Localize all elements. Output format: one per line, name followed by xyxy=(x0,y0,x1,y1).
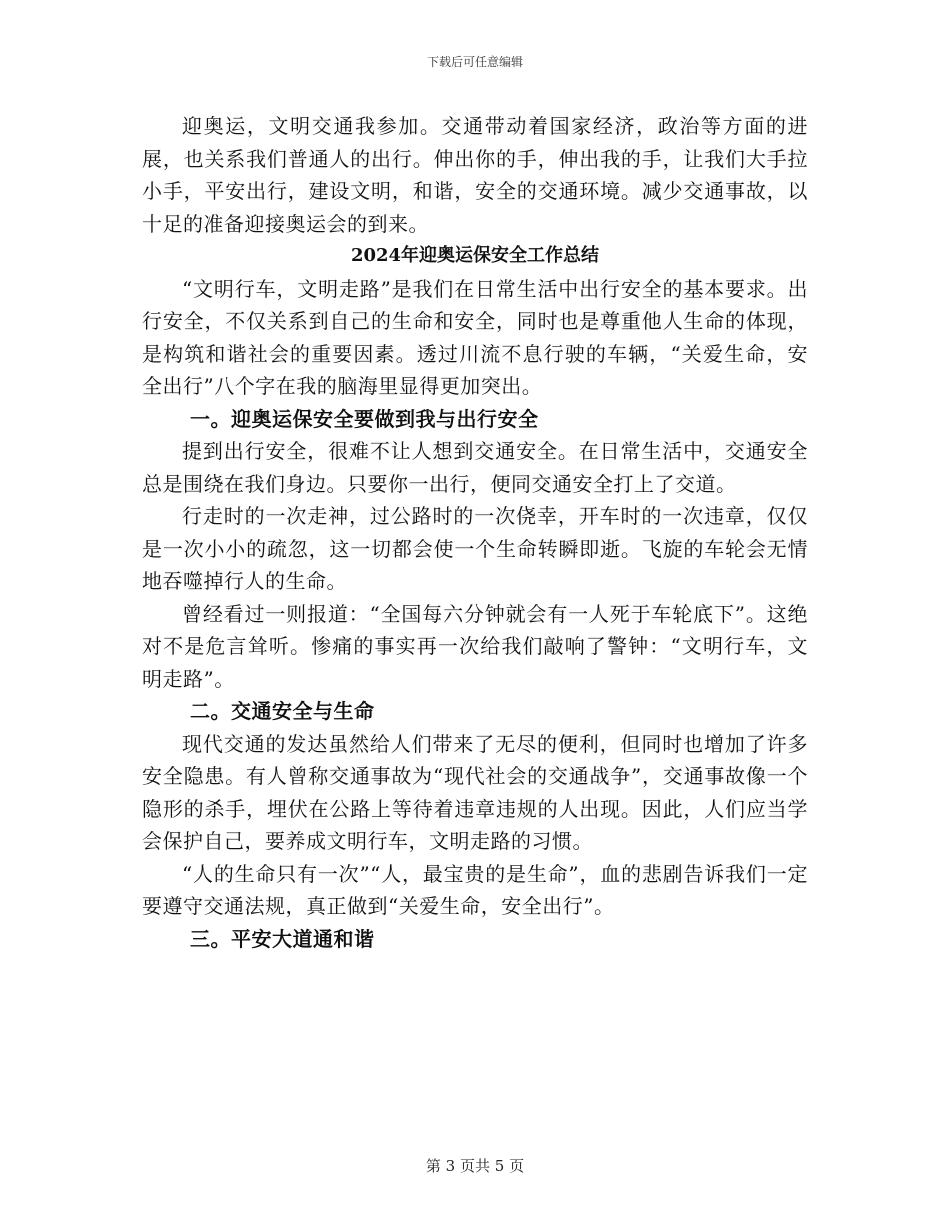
document-body xyxy=(142,110,808,955)
paragraph-2: 提到出行安全，很难不让人想到交通安全。在日常生活中，交通安全总是围绕在我们身边。只要你一出行，便同交通安全打上了交道。 xyxy=(142,439,808,496)
paragraph-1: “文明行车，文明走路”是我们在日常生活中出行安全的基本要求。出行安全，不仅关系到自己的生命和安全，同时也是尊重他人生命的体现，是构筑和谐社会的重要因素。透过川流不息行驶的车辆，“关爱生命，安全出行”八个字在我的脑海里显得更加突出。 xyxy=(142,276,808,398)
page-header: 下载后可任意编辑 xyxy=(426,55,523,69)
paragraph-4: 曾经看过一则报道：“全国每六分钟就会有一人死于车轮底下”。这绝对不是危言耸听。惨痛的事实再一次给我们敲响了警钟：“文明行车，文明走路”。 xyxy=(142,601,808,691)
section-heading-3: 三。平安大道通和谐 xyxy=(190,926,375,951)
document-title: 2024年迎奥运保安全工作总结 xyxy=(350,245,600,266)
paragraph-3: 行走时的一次走神，过公路时的一次侥幸，开车时的一次违章，仅仅是一次小小的疏忽，这一切都会使一个生命转瞬即逝。飞旋的车轮会无情地吞噬掉行人的生命。 xyxy=(142,504,808,593)
section-heading-2: 二。交通安全与生命 xyxy=(190,699,375,723)
intro-paragraph: 迎奥运，文明交通我参加。交通带动着国家经济，政治等方面的进展，也关系我们普通人的出行。伸出你的手，伸出我的手，让我们大手拉小手，平安出行，建设文明，和谐，安全的交通环境。减少交通事故，以十足的准备迎接奥运会的到来。 xyxy=(142,114,808,236)
paragraph-6: “人的生命只有一次”“人，最宝贵的是生命”，血的悲剧告诉我们一定要遵守交通法规，真正做到“关爱生命，安全出行”。 xyxy=(142,861,808,918)
page-footer: 第 3 页共 5 页 xyxy=(425,1157,525,1175)
paragraph-5: 现代交通的发达虽然给人们带来了无尽的便利，但同时也增加了许多安全隐患。有人曾称交通事故为“现代社会的交通战争”，交通事故像一个隐形的杀手，埋伏在公路上等待着违章违规的人出现。因此，人们应当学会保护自己，要养成文明行车，文明走路的习惯。 xyxy=(142,731,808,853)
section-heading-1: 一。迎奥运保安全要做到我与出行安全 xyxy=(190,406,539,431)
